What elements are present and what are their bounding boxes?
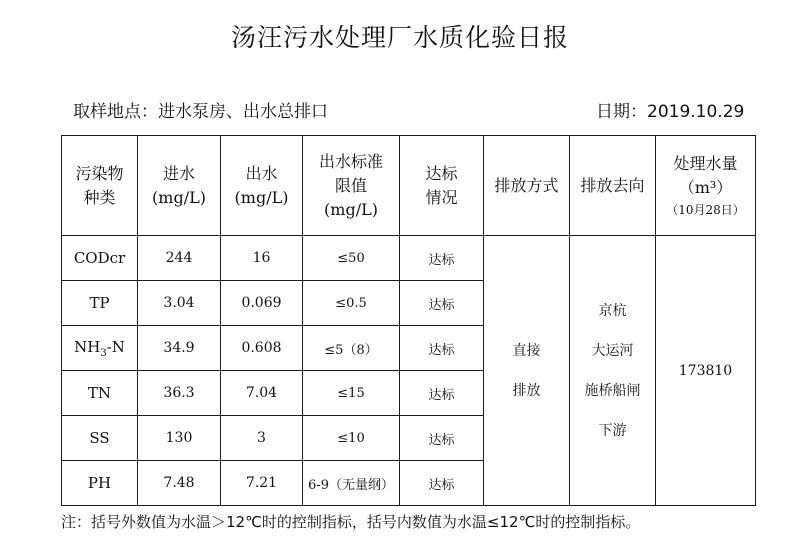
outflow-value: 16 [221,236,303,281]
treated-volume-value: 173810 [656,236,756,506]
standard-limit-value: ≤10 [303,416,400,461]
discharge-method-value: 直接 排放 [484,236,570,506]
inflow-value: 7.48 [138,461,221,506]
standard-limit-value: 6-9（无量纲） [303,461,400,506]
compliance-status: 达标 [400,281,484,326]
header-discharge-method: 排放方式 [484,136,570,236]
pollutant-name: TN [62,371,138,416]
pollutant-name: PH [62,461,138,506]
standard-limit-value: ≤5（8） [303,326,400,371]
pollutant-name: TP [62,281,138,326]
outflow-value: 0.069 [221,281,303,326]
compliance-status: 达标 [400,461,484,506]
header-outflow: 出水 (mg/L) [221,136,303,236]
header-treated-volume: 处理水量 （m³） （10月28日） [656,136,756,236]
standard-limit-value: ≤15 [303,371,400,416]
header-pollutant-type: 污染物 种类 [62,136,138,236]
report-date: 日期：2019.10.29 [596,102,745,122]
pollutant-name: $NH_3-N$ [62,326,138,371]
outflow-value: 7.04 [221,371,303,416]
pollutant-name: SS [62,416,138,461]
compliance-status: 达标 [400,371,484,416]
table-header-row [62,136,756,236]
pollutant-name: CODcr [62,236,138,281]
inflow-value: 130 [138,416,221,461]
standard-limit-value: ≤50 [303,236,400,281]
outflow-value: 0.608 [221,326,303,371]
inflow-value: 36.3 [138,371,221,416]
header-discharge-destination: 排放去向 [570,136,656,236]
inflow-value: 34.9 [138,326,221,371]
inflow-value: 244 [138,236,221,281]
header-standard-limit: 出水标准 限值 (mg/L) [303,136,400,236]
report-title: 汤汪污水处理厂水质化验日报 [230,23,569,52]
header-inflow: 进水 (mg/L) [138,136,221,236]
water-quality-table [61,135,756,506]
table-row [62,236,756,281]
compliance-status: 达标 [400,236,484,281]
outflow-value: 3 [221,416,303,461]
inflow-value: 3.04 [138,281,221,326]
footnote: 注：括号外数值为水温＞12℃时的控制指标，括号内数值为水温≤12℃时的控制指标。 [61,513,641,531]
header-compliance: 达标 情况 [400,136,484,236]
sampling-location: 取样地点：进水泵房、出水总排口 [73,102,328,122]
compliance-status: 达标 [400,416,484,461]
discharge-destination-value: 京杭 大运河 施桥船闸 下游 [570,236,656,506]
outflow-value: 7.21 [221,461,303,506]
standard-limit-value: ≤0.5 [303,281,400,326]
compliance-status: 达标 [400,326,484,371]
